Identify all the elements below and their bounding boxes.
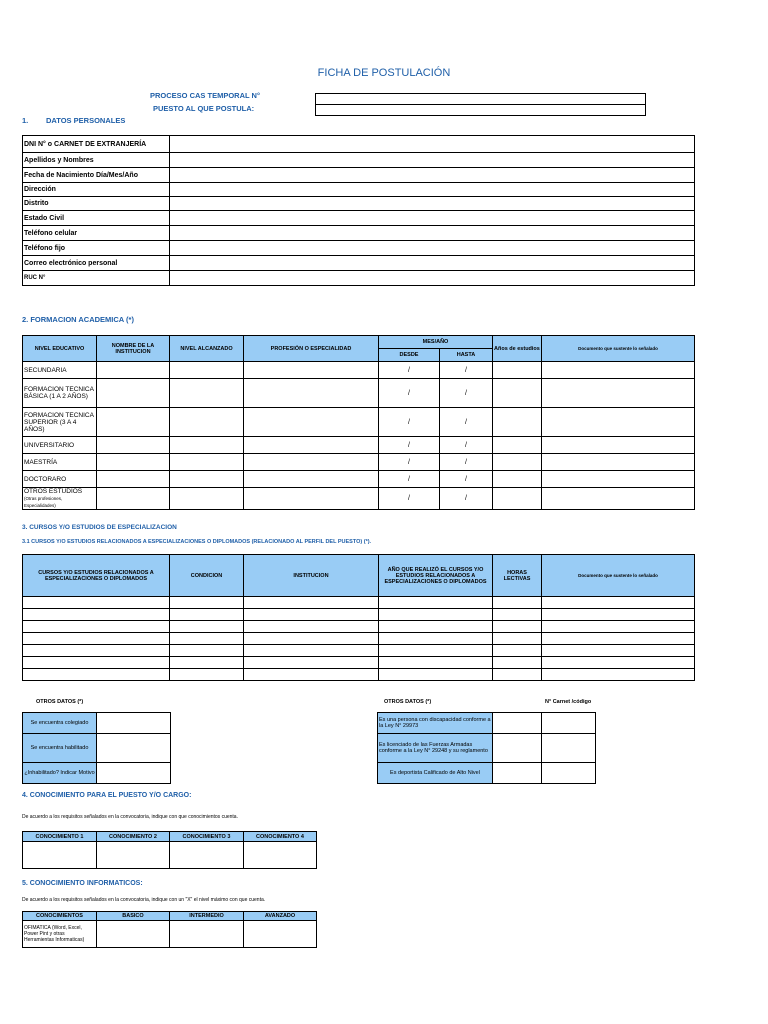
- otros-note: (Otras profesiones, Especialidades): [24, 496, 63, 508]
- habilitado-field[interactable]: [97, 734, 171, 763]
- discapacidad-label: Es una persona con discapacidad conforme a la Ley N° 29973: [378, 713, 493, 734]
- hdr-mesano: MES/AÑO: [379, 336, 493, 349]
- label-nombres: Apellidos y Nombres: [23, 153, 170, 168]
- row-label-universitario: UNIVERSITARIO: [23, 437, 97, 454]
- field-dni[interactable]: [170, 136, 695, 153]
- cell[interactable]: [170, 454, 244, 471]
- hdr-anio: AÑO QUE REALIZÓ EL CURSOS Y/O ESTUDIOS RELACIONADOS A ESPECIALIZACIONES O DIPLOMADOS: [379, 555, 493, 597]
- discapacidad-check[interactable]: [493, 713, 542, 734]
- row-label-doctorado: DOCTORARO: [23, 471, 97, 488]
- cell[interactable]: [244, 488, 379, 510]
- slash-hasta[interactable]: /: [440, 379, 493, 408]
- row-label-maestria: MAESTRÍA: [23, 454, 97, 471]
- colegiado-field[interactable]: [97, 713, 171, 734]
- field-correo[interactable]: [170, 256, 695, 271]
- slash-desde[interactable]: /: [379, 362, 440, 379]
- cell[interactable]: [493, 454, 542, 471]
- hdr-horas: HORAS LECTIVAS: [493, 555, 542, 597]
- table-row[interactable]: [23, 621, 695, 633]
- cell[interactable]: [170, 408, 244, 437]
- cell[interactable]: [244, 437, 379, 454]
- otros-right-table: [377, 712, 596, 784]
- intermedio-field[interactable]: [170, 921, 244, 948]
- table-row[interactable]: [23, 657, 695, 669]
- hdr-hasta: HASTA: [440, 349, 493, 362]
- position-field[interactable]: [315, 104, 646, 116]
- table-row[interactable]: [23, 609, 695, 621]
- table-row[interactable]: [23, 669, 695, 681]
- section1-title: DATOS PERSONALES: [46, 116, 126, 125]
- deportista-check[interactable]: [493, 763, 542, 784]
- cell[interactable]: [97, 471, 170, 488]
- hdr-intermedio: INTERMEDIO: [170, 912, 244, 921]
- habilitado-label: Se encuentra habilitado: [23, 734, 97, 763]
- otros-right-title: OTROS DATOS (*): [384, 699, 432, 705]
- section3-subtitle: 3.1 CURSOS Y/O ESTUDIOS RELACIONADOS A ESPECIALIZACIONES O DIPLOMADOS (RELACIONADO AL PERFIL DEL PUESTO) (*).: [22, 539, 372, 545]
- conocimiento-4-field[interactable]: [244, 842, 317, 869]
- cell[interactable]: [542, 362, 695, 379]
- field-nombres[interactable]: [170, 153, 695, 168]
- cell[interactable]: [97, 454, 170, 471]
- cell[interactable]: [244, 471, 379, 488]
- it-knowledge-table: [22, 911, 317, 948]
- ffaa-carnet[interactable]: [542, 734, 596, 763]
- colegiado-label: Se encuentra colegiado: [23, 713, 97, 734]
- cell[interactable]: [542, 471, 695, 488]
- cell[interactable]: [493, 471, 542, 488]
- label-fijo: Teléfono fijo: [23, 241, 170, 256]
- table-row[interactable]: [23, 633, 695, 645]
- otros-left-table: [22, 712, 171, 784]
- row-label-tecnica-basica: FORMACION TECNICA BÁSICA (1 A 2 AÑOS): [23, 379, 97, 408]
- personal-data-table: [22, 135, 695, 286]
- slash-desde[interactable]: /: [379, 408, 440, 437]
- hdr-conocimiento-4: CONOCIMIENTO 4: [244, 832, 317, 842]
- ffaa-check[interactable]: [493, 734, 542, 763]
- cell[interactable]: [97, 408, 170, 437]
- hdr-anios: Años de estudios: [493, 336, 542, 362]
- field-celular[interactable]: [170, 226, 695, 241]
- slash-hasta[interactable]: /: [440, 362, 493, 379]
- section2-title: 2. FORMACION ACADEMICA (*): [22, 315, 134, 324]
- conocimiento-1-field[interactable]: [23, 842, 97, 869]
- cell[interactable]: [244, 454, 379, 471]
- field-direccion[interactable]: [170, 183, 695, 197]
- hdr-profesion: PROFESIÓN O ESPECIALIDAD: [244, 336, 379, 362]
- cell[interactable]: [170, 362, 244, 379]
- hdr-institucion: INSTITUCION: [244, 555, 379, 597]
- cell[interactable]: [170, 471, 244, 488]
- slash-hasta[interactable]: /: [440, 454, 493, 471]
- section5-note: De acuerdo a los requisitos señalados en la convocatoria, indique con un "X" el nivel máximo con que cuenta.: [22, 897, 266, 903]
- ofimatica-label: OFIMATICA (Word, Excel, Power Pint y otras Herramientas Informaticas): [23, 921, 97, 948]
- cell[interactable]: [97, 488, 170, 510]
- cell[interactable]: [542, 408, 695, 437]
- cell[interactable]: [170, 437, 244, 454]
- hdr-conocimiento-3: CONOCIMIENTO 3: [170, 832, 244, 842]
- ffaa-label: Es licenciado de las Fuerzas Armadas conforme a la Ley N° 29248 y su reglamento: [378, 734, 493, 763]
- label-distrito: Distrito: [23, 197, 170, 211]
- page-title: FICHA DE POSTULACIÓN: [317, 67, 451, 79]
- label-ruc: RUC N°: [23, 271, 170, 286]
- cell[interactable]: [542, 488, 695, 510]
- courses-table: [22, 554, 695, 681]
- inhabilitado-label: ¿Inhabilitado? Indicar Motivo: [23, 763, 97, 784]
- conocimiento-2-field[interactable]: [97, 842, 170, 869]
- slash-desde[interactable]: /: [379, 437, 440, 454]
- cell[interactable]: [97, 379, 170, 408]
- hdr-conocimiento-2: CONOCIMIENTO 2: [97, 832, 170, 842]
- avanzado-field[interactable]: [244, 921, 317, 948]
- hdr-conocimiento-1: CONOCIMIENTO 1: [23, 832, 97, 842]
- slash-desde[interactable]: /: [379, 471, 440, 488]
- deportista-label: Es deportista Calificado de Alto Nivel: [378, 763, 493, 784]
- discapacidad-carnet[interactable]: [542, 713, 596, 734]
- basico-field[interactable]: [97, 921, 170, 948]
- section4-note: De acuerdo a los requisitos señalados en la convocatoria, indique con que conocimientos cuenta.: [22, 814, 238, 820]
- label-celular: Teléfono celular: [23, 226, 170, 241]
- inhabilitado-field[interactable]: [97, 763, 171, 784]
- position-label: PUESTO AL QUE POSTULA:: [153, 104, 255, 113]
- hdr-nombre: NOMBRE DE LA INSTITUCION: [97, 336, 170, 362]
- cell[interactable]: [542, 437, 695, 454]
- label-correo: Correo electrónico personal: [23, 256, 170, 271]
- deportista-carnet[interactable]: [542, 763, 596, 784]
- slash-hasta[interactable]: /: [440, 471, 493, 488]
- cell[interactable]: [244, 362, 379, 379]
- hdr-basico: BASICO: [97, 912, 170, 921]
- cell[interactable]: [170, 379, 244, 408]
- hdr-alcanzado: NIVEL ALCANZADO: [170, 336, 244, 362]
- process-label: PROCESO CAS TEMPORAL N°: [150, 91, 260, 100]
- otros-left-title: OTROS DATOS (*): [36, 699, 84, 705]
- label-estado-civil: Estado Civil: [23, 211, 170, 226]
- label-direccion: Dirección: [23, 183, 170, 197]
- hdr-avanzado: AVANZADO: [244, 912, 317, 921]
- otros-label: OTROS ESTUDIOS: [24, 488, 83, 495]
- field-ruc[interactable]: [170, 271, 695, 286]
- cell[interactable]: [97, 437, 170, 454]
- slash-desde[interactable]: /: [379, 379, 440, 408]
- hdr-nivel: NIVEL EDUCATIVO: [23, 336, 97, 362]
- cell[interactable]: [170, 488, 244, 510]
- cell[interactable]: [244, 379, 379, 408]
- academic-table: [22, 335, 695, 510]
- row-label-tecnica-superior: FORMACION TECNICA SUPERIOR (3 A 4 AÑOS): [23, 408, 97, 437]
- row-label-otros: [23, 488, 97, 510]
- slash-desde[interactable]: /: [379, 488, 440, 510]
- cell[interactable]: [493, 488, 542, 510]
- slash-hasta[interactable]: /: [440, 488, 493, 510]
- hdr-doc: Documento que sustente lo señalado: [542, 336, 695, 362]
- cell[interactable]: [493, 362, 542, 379]
- label-dni: DNI N° o CARNET DE EXTRANJERÍA: [23, 136, 170, 153]
- cell[interactable]: [493, 379, 542, 408]
- cell[interactable]: [244, 408, 379, 437]
- field-estado-civil[interactable]: [170, 211, 695, 226]
- knowledge-table: [22, 831, 317, 869]
- cell[interactable]: [542, 379, 695, 408]
- hdr-cursos: CURSOS Y/O ESTUDIOS RELACIONADOS A ESPECIALIZACIONES O DIPLOMADOS: [23, 555, 170, 597]
- section3-title: 3. CURSOS Y/O ESTUDIOS DE ESPECIALIZACION: [22, 524, 177, 531]
- hdr-doc-3: Documento que sustente lo señalado: [542, 555, 695, 597]
- slash-desde[interactable]: /: [379, 454, 440, 471]
- hdr-condicion: CONDICION: [170, 555, 244, 597]
- field-fecha[interactable]: [170, 168, 695, 183]
- slash-hasta[interactable]: /: [440, 408, 493, 437]
- cell[interactable]: [493, 437, 542, 454]
- hdr-conocimientos: CONOCIMIENTOS: [23, 912, 97, 921]
- label-fecha: Fecha de Nacimiento Día/Mes/Año: [23, 168, 170, 183]
- slash-hasta[interactable]: /: [440, 437, 493, 454]
- cell[interactable]: [542, 454, 695, 471]
- table-row[interactable]: [23, 597, 695, 609]
- row-label-secundaria: SECUNDARIA: [23, 362, 97, 379]
- section1-number: 1.: [22, 116, 29, 125]
- cell[interactable]: [97, 362, 170, 379]
- section5-title: 5. CONOCIMIENTO INFORMATICOS:: [22, 880, 143, 887]
- field-fijo[interactable]: [170, 241, 695, 256]
- table-row[interactable]: [23, 645, 695, 657]
- hdr-desde: DESDE: [379, 349, 440, 362]
- cell[interactable]: [493, 408, 542, 437]
- field-distrito[interactable]: [170, 197, 695, 211]
- section4-title: 4. CONOCIMIENTO PARA EL PUESTO Y/O CARGO:: [22, 792, 192, 799]
- carnet-label: N° Carnet /código: [545, 699, 592, 705]
- conocimiento-3-field[interactable]: [170, 842, 244, 869]
